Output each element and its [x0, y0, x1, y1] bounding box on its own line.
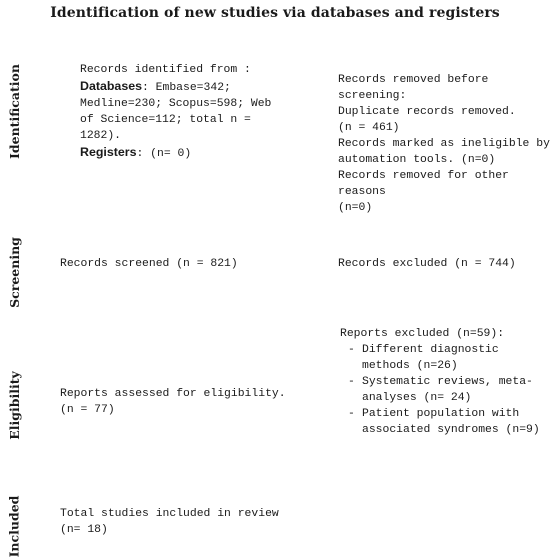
stage-screening-text: Screening: [6, 236, 22, 308]
databases-line: [80, 78, 272, 144]
stage-screening-label: [4, 238, 24, 306]
records-identified-heading: Records identified from :: [80, 64, 251, 76]
reports-assessed-line-2: (n = 77): [60, 404, 115, 416]
studies-included-box: [60, 506, 300, 538]
registers-label: Registers: [80, 145, 137, 159]
reports-excluded-item: - Different diagnostic methods (n=26): [348, 342, 546, 374]
databases-label: Databases: [80, 79, 142, 93]
records-removed-box: [338, 72, 550, 216]
records-excluded-text: Records excluded (n = 744): [338, 258, 516, 270]
reports-assessed-line-1: Reports assessed for eligibility.: [60, 388, 286, 400]
removed-line-5: Records removed for other reasons: [338, 170, 509, 198]
stage-identification-label: [4, 56, 24, 166]
records-screened-text: Records screened (n = 821): [60, 258, 238, 270]
stage-identification-text: Identification: [6, 63, 22, 159]
stage-eligibility-text: Eligibility: [6, 370, 22, 440]
reports-excluded-item: - Systematic reviews, meta-analyses (n= 24): [348, 374, 546, 406]
removed-line-1: Records removed before screening:: [338, 74, 489, 102]
registers-count: : (n= 0): [136, 148, 192, 160]
records-excluded-box: [338, 256, 548, 272]
records-screened-box: [60, 256, 290, 272]
databases-counts: : Embase=342; Medline=230; Scopus=598; Web of Science=112; total n = 1282).: [80, 82, 272, 142]
removed-line-6: (n=0): [338, 202, 373, 214]
removed-line-2: Duplicate records removed.: [338, 106, 516, 118]
reports-excluded-list: [340, 342, 546, 438]
studies-included-line-1: Total studies included in review: [60, 508, 279, 520]
reports-excluded-box: [340, 326, 546, 438]
stage-included-text: Included: [6, 495, 22, 557]
records-identified-box: [80, 62, 272, 162]
reports-excluded-heading: Reports excluded (n=59):: [340, 328, 505, 340]
reports-excluded-item: - Patient population with associated syndromes (n=9): [348, 406, 546, 438]
registers-line: [80, 144, 272, 162]
studies-included-line-2: (n= 18): [60, 524, 108, 536]
removed-line-4: Records marked as ineligible by automation tools. (n=0): [338, 138, 550, 166]
stage-included-label: [4, 495, 24, 557]
diagram-title: Identification of new studies via databases and registers: [50, 5, 500, 21]
reports-assessed-box: [60, 386, 300, 418]
removed-line-3: (n = 461): [338, 122, 400, 134]
stage-eligibility-label: [4, 370, 24, 440]
